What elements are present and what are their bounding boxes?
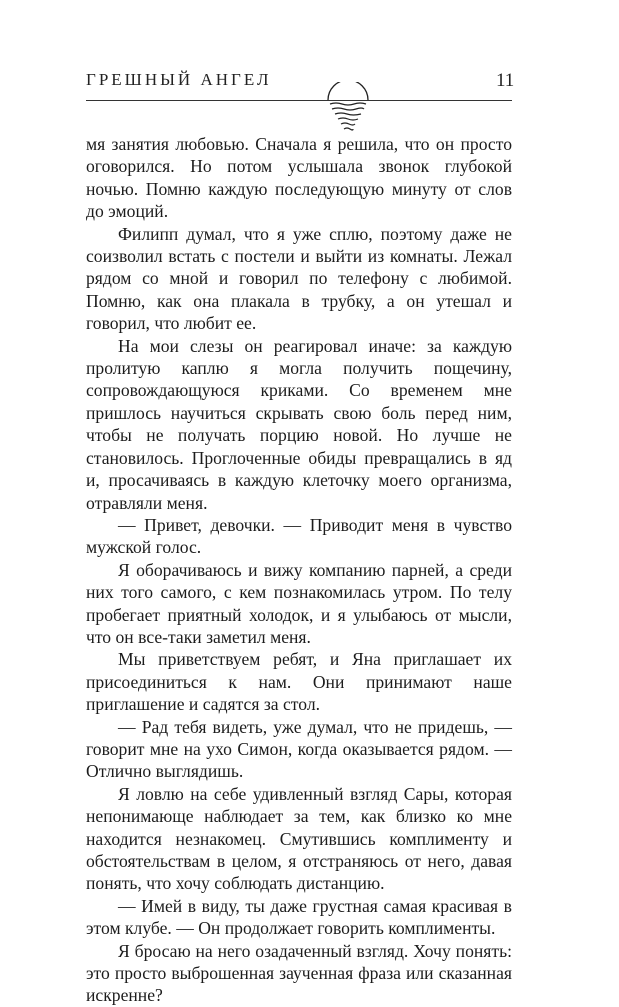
- paragraph: Я бросаю на него озадаченный взгляд. Хочу понять: это просто выброшенная заученная фраза или сказанная искренне?: [86, 940, 512, 1006]
- paragraph: Филипп думал, что я уже сплю, поэтому даже не соизволил встать с постели и выйти из комнаты. Лежал рядом со мной и говорил по телефону с любимой. Помню, как она плакала в трубку, а он утешал и говорил, что любит ее.: [86, 223, 512, 334]
- sunset-over-water-icon: [322, 82, 374, 138]
- paragraph: Мы приветствуем ребят, и Яна приглашает их присоединиться к нам. Они принимают наше приглашение и садятся за стол.: [86, 649, 512, 715]
- paragraph: На мои слезы он реагировал иначе: за каждую пролитую каплю я могла получить пощечину, сопровождающуюся криками. Со временем мне пришлось научиться скрывать свою боль перед ним, чтобы не получать порцию новой. Но лучше не становилось. Проглоченные обиды превращались в яд и, просачиваясь в каждую клеточку моего организма, отравляли меня.: [86, 335, 512, 513]
- running-title: ГРЕШНЫЙ АНГЕЛ: [86, 70, 272, 89]
- paragraph: Я ловлю на себе удивленный взгляд Сары, которая непонимающе наблюдает за тем, как близко ко мне находится незнакомец. Смутившись комплименту и обстоятельствам в целом, я отстраняюсь от него, давая понять, что хочу соблюдать дистанцию.: [86, 783, 512, 894]
- paragraph: — Привет, девочки. — Приводит меня в чувство мужской голос.: [86, 514, 512, 558]
- body-text: [86, 133, 512, 1007]
- paragraph: мя занятия любовью. Сначала я решила, что он просто оговорился. Но потом услышала звонок глубокой ночью. Помню каждую последующую минуту от слов до эмоций.: [86, 134, 512, 222]
- page-number: 11: [496, 70, 515, 91]
- header-rule: [86, 100, 512, 101]
- paragraph: Я оборачиваюсь и вижу компанию парней, а среди них того самого, с кем познакомилась утром. По телу пробегает приятный холодок, и я улыбаюсь от мысли, что он все-таки заметил меня.: [86, 559, 512, 647]
- paragraph: — Имей в виду, ты даже грустная самая красивая в этом клубе. — Он продолжает говорить комплименты.: [86, 895, 512, 939]
- paragraph: — Рад тебя видеть, уже думал, что не придешь, — говорит мне на ухо Симон, когда оказывается рядом. — Отлично выглядишь.: [86, 716, 512, 782]
